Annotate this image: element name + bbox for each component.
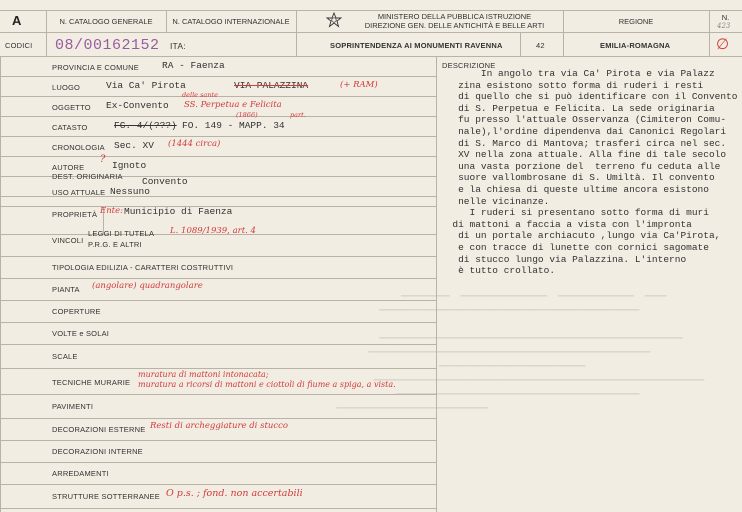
vincoli-sub-1: LEGGI DI TUTELA xyxy=(88,229,155,238)
oggetto-value: Ex-Convento xyxy=(106,100,169,111)
tipologia-label: TIPOLOGIA EDILIZIA - CARATTERI COSTRUTTIVI xyxy=(52,263,234,272)
strutture-label: STRUTTURE SOTTERRANEE xyxy=(52,492,160,501)
decorazioni-esterne-label: DECORAZIONI ESTERNE xyxy=(52,425,146,434)
soprintendenza: SOPRINTENDENZA AI MONUMENTI RAVENNA xyxy=(330,41,503,50)
ministry-line-2: DIREZIONE GEN. DELLE ANTICHITÀ E BELLE ARTI xyxy=(364,21,545,30)
strutture-hand: O p.s. ; fond. non accertabili xyxy=(166,488,303,499)
oggetto-hand: SS. Perpetua e Felicita xyxy=(184,100,282,110)
vincoli-label: VINCOLI xyxy=(52,236,84,245)
luogo-label: LUOGO xyxy=(52,83,81,92)
regione-value: EMILIA-ROMAGNA xyxy=(600,41,671,50)
numero-label: N. xyxy=(721,13,730,22)
pianta-label: PIANTA xyxy=(52,285,80,294)
pianta-hand: (angolare) quadrangolare xyxy=(92,281,203,291)
decorazioni-interne-label: DECORAZIONI INTERNE xyxy=(52,447,143,456)
bleed-through-text: ━━━━ ━━━━━━━━━━━━━━ ━━━━━━━━━━━━━━━━ ━━━━━━━━━ ━━━━━━━━━━━━━━━━━━━━━━━━━━━━━━━━━━━━━━━━━━━━━━━━ ━━━━━━━━━━━━━━━━━━━━━━━━━━━━━━━━━━━━━━━━━━━━━━━━━━━━━━━━ ━━━━━━━━━━━━━━━━━━━━━━━━━━━━━━━━━━━━━━━━━━━━━━━━━━━━ ━━━━━━━━━━━━━━━━━━━━━━━━━━━ ━━━━━━━━━━━━━━━━━━━━━━━━━━━━━━━━━━━━━━━━━━━━━━━━━━━━━━━━━━━━━ ━━━━━━━━━━━━━━━━━━━━━━━━━━━━━━━━━━━━━━━━━━━━━ ━━━━━━━━━━━━━━━━━━━━━━━━━━━━ xyxy=(336,292,705,414)
numero-value: 423 xyxy=(717,22,731,30)
autore-hand: ? xyxy=(100,154,106,165)
proprieta-value: Municipio di Faenza xyxy=(124,206,233,217)
luogo-struck: VIA PALAZZINA xyxy=(234,80,309,91)
cronologia-value: Sec. XV xyxy=(114,140,154,151)
catasto-super-2: part. xyxy=(290,111,306,119)
oggetto-label: OGGETTO xyxy=(52,103,91,112)
luogo-value: Via Ca' Pirota xyxy=(106,80,186,91)
vincoli-sub-2: P.R.G. E ALTRI xyxy=(88,240,142,249)
ita-label: ITA: xyxy=(170,41,186,51)
proprieta-label: PROPRIETÀ xyxy=(52,210,98,219)
decorazioni-esterne-hand: Resti di archeggiature di stucco xyxy=(150,421,288,431)
autore-value: Ignoto xyxy=(112,160,147,171)
uso-attuale-label: USO ATTUALE xyxy=(52,188,106,197)
uso-attuale-value: Nessuno xyxy=(110,186,150,197)
codici-label: CODICI xyxy=(5,41,33,50)
tecniche-hand-1: muratura di mattoni intonacata; xyxy=(138,370,269,379)
red-mark: ∅ xyxy=(716,35,730,53)
cronologia-hand: (1444 circa) xyxy=(168,139,221,149)
descrizione-text: In angolo tra via Ca' Pirota e via Palazz zina esistono sotto forma di ruderi i resti di quello che si può identificare con il Convento di S. Perpetua e Felicita. La sede originaria fu presso l'attuale Osservanza (Cimiteron Comu- nale),l'ordine dipendenva dai Canonici Regolari di S. Marco di Mantova; trasferi circa nel sec. XV nella zona attuale. Alla fine di tale secolo una vasta porzione del terreno fu ceduta alle suore vallombrosane di S. Umiltà. Il convento e la chiesa di queste ultime ancora esistono nelle vicinanze. I ruderi si presentano sotto forma di muri di mattoni a faccia a vista con l'impronta di un portale archiacuto ,lungo via Ca'Pirota, e con tracce di lunette con cornici sagomate di stucco lungo via Palazzina. L'interno è tutto crollato. xyxy=(452,68,738,277)
volte-label: VOLTE e SOLAI xyxy=(52,329,110,338)
regione-label: REGIONE xyxy=(618,17,654,26)
cronologia-label: CRONOLOGIA xyxy=(52,143,105,152)
catasto-struck: FG. 4/(???) xyxy=(114,120,177,131)
pavimenti-label: PAVIMENTI xyxy=(52,402,94,411)
provincia-label: PROVINCIA E COMUNE xyxy=(52,63,139,72)
autore-label: AUTORE xyxy=(52,163,85,172)
oggetto-super: delle sante xyxy=(182,91,218,99)
vincoli-hand: L. 1089/1939, art. 4 xyxy=(170,226,256,236)
arredamenti-label: ARREDAMENTI xyxy=(52,469,109,478)
catalogo-internazionale-label: N. CATALOGO INTERNAZIONALE xyxy=(172,17,290,26)
catasto-super-1: (1866) xyxy=(236,111,258,119)
catalogo-generale-label: N. CATALOGO GENERALE xyxy=(59,17,153,26)
ministry-line-1: MINISTERO DELLA PUBBLICA ISTRUZIONE xyxy=(377,12,532,21)
descrizione-label: DESCRIZIONE xyxy=(442,61,496,70)
soprintendenza-code: 42 xyxy=(536,41,545,50)
catasto-label: CATASTO xyxy=(52,123,88,132)
catalog-number: 08/00162152 xyxy=(55,37,160,54)
tecniche-hand-2: muratura a ricorsi di mattoni e ciottoli di fiume a spiga, a vista. xyxy=(138,380,396,389)
card-letter: A xyxy=(12,13,22,28)
catasto-value: FO. 149 - MAPP. 34 xyxy=(182,120,285,131)
provincia-value: RA - Faenza xyxy=(162,60,225,71)
dest-originaria-value: Convento xyxy=(142,176,188,187)
scale-label: SCALE xyxy=(52,352,78,361)
luogo-note: (+ RAM) xyxy=(340,80,378,90)
tecniche-label: TECNICHE MURARIE xyxy=(52,378,131,387)
dest-originaria-label: DEST. ORIGINARIA xyxy=(52,172,123,181)
coperture-label: COPERTURE xyxy=(52,307,101,316)
republic-emblem-icon xyxy=(326,12,342,28)
proprieta-hand: Ente: xyxy=(100,206,123,216)
